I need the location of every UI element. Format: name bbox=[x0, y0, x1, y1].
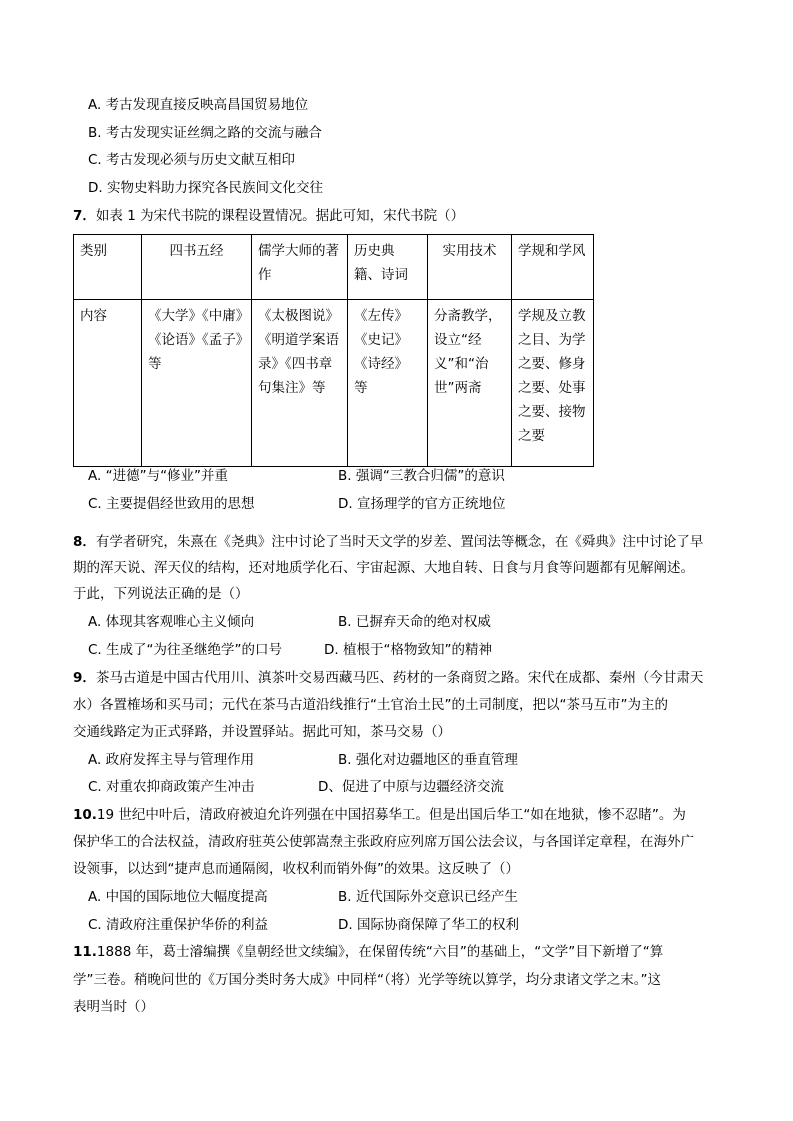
q7-option-a: A. “进德”与“修业”并重 bbox=[88, 468, 229, 484]
q8-number: 8． bbox=[73, 534, 96, 550]
q6-option-d: D. 实物史料助力探究各民族间文化交往 bbox=[88, 180, 323, 196]
table-header-cell: 实用技术 bbox=[428, 235, 512, 300]
table-cell: 《太极图说》《明道学案语录》《四书章句集注》等 bbox=[252, 300, 348, 467]
q8-option-b: B. 已摒弃天命的绝对权威 bbox=[338, 614, 491, 630]
course-table bbox=[73, 234, 594, 467]
q7-option-b: B. 强调“三教合归儒”的意识 bbox=[338, 468, 505, 484]
q7-option-c: C. 主要提倡经世致用的思想 bbox=[88, 496, 255, 512]
q10-stem-text: 19 世纪中叶后，清政府被迫允许列强在中国招募华工。但是出国后华工“如在地狱，惨不忍睹”。为 bbox=[96, 807, 686, 823]
q10-option-c: C. 清政府注重保护华侨的利益 bbox=[88, 917, 269, 933]
q9-option-d: D、促进了中原与边疆经济交流 bbox=[318, 779, 504, 795]
q8-option-c: C. 生成了“为往圣继绝学”的口号 bbox=[88, 642, 282, 658]
q8-stem-line-1 bbox=[73, 533, 703, 551]
q11-stem-line-1 bbox=[73, 943, 663, 961]
table-cell: 内容 bbox=[74, 300, 142, 467]
q10-stem-line-3: 设领事，以达到“捷声息而通隔阂，收权利而销外侮”的效果。这反映了（） bbox=[73, 861, 519, 877]
q7-stem bbox=[73, 207, 464, 225]
q7-option-d: D. 宣扬理学的官方正统地位 bbox=[338, 496, 506, 512]
q8-option-a: A. 体现其客观唯心主义倾向 bbox=[88, 614, 255, 630]
q10-option-d: D. 国际协商保障了华工的权利 bbox=[338, 917, 519, 933]
table-cell: 《左传》《史记》《诗经》等 bbox=[348, 300, 428, 467]
course-table-header-row bbox=[74, 235, 594, 300]
table-cell: 分斋教学，设立“经义”和“治世”两斋 bbox=[428, 300, 512, 467]
q11-stem-line-2: 学”三卷。稍晚问世的《万国分类时务大成》中同样“（将）光学等统以算学，均分隶诸文学之末。”这 bbox=[73, 972, 661, 988]
course-table-content-row bbox=[74, 300, 594, 467]
q9-option-b: B. 强化对边疆地区的垂直管理 bbox=[338, 752, 518, 768]
q8-stem-line-3: 于此，下列说法正确的是（） bbox=[73, 586, 249, 602]
q6-option-b: B. 考古发现实证丝绸之路的交流与融合 bbox=[88, 125, 322, 141]
table-cell: 《大学》《中庸》《论语》《孟子》等 bbox=[142, 300, 252, 467]
table-header-cell: 类别 bbox=[74, 235, 142, 300]
q8-stem-line-2: 期的浑天说、浑天仪的结构，还对地质学化石、宇宙起源、大地自转、日食与月食等问题都有见解阐述。 bbox=[73, 560, 694, 576]
q9-stem-line-3: 交通线路定为正式驿路，并设置驿站。据此可知，茶马交易（） bbox=[73, 724, 451, 740]
q9-option-a: A. 政府发挥主导与管理作用 bbox=[88, 752, 255, 768]
q6-option-c: C. 考古发现必须与历史文献互相印 bbox=[88, 152, 296, 168]
q9-option-c: C. 对重农抑商政策产生冲击 bbox=[88, 779, 255, 795]
q11-number: 11. bbox=[73, 944, 97, 960]
q8-stem-text: 有学者研究，朱熹在《尧典》注中讨论了当时天文学的岁差、置闰法等概念，在《舜典》注中讨论了早 bbox=[95, 534, 704, 550]
q9-stem-text: 茶马古道是中国古代用川、滇茶叶交易西藏马匹、药材的一条商贸之路。宋代在成都、秦州（今甘肃天 bbox=[95, 670, 704, 686]
q7-stem-text: 如表 1 为宋代书院的课程设置情况。据此可知，宋代书院（） bbox=[95, 208, 465, 224]
q9-stem-line-1 bbox=[73, 669, 703, 687]
q10-option-a: A. 中国的国际地位大幅度提高 bbox=[88, 889, 268, 905]
q7-number: 7． bbox=[73, 208, 96, 224]
q10-number: 10. bbox=[73, 807, 97, 823]
q10-option-b: B. 近代国际外交意识已经产生 bbox=[338, 889, 518, 905]
table-header-cell: 四书五经 bbox=[142, 235, 252, 300]
q9-number: 9． bbox=[73, 670, 96, 686]
table-header-cell: 学规和学风 bbox=[512, 235, 594, 300]
table-cell: 学规及立教之目、为学之要、修身之要、处事之要、接物之要 bbox=[512, 300, 594, 467]
q10-stem-line-1 bbox=[73, 806, 686, 824]
q11-stem-line-3: 表明当时（） bbox=[73, 999, 154, 1015]
q9-stem-line-2: 水）各置榷场和买马司；元代在茶马古道沿线推行“土官治土民”的土司制度，把以“茶马互市”为主的 bbox=[73, 697, 668, 713]
q10-stem-line-2: 保护华工的合法权益，清政府驻英公使郭嵩焘主张政府应列席万国公法会议，与各国详定章程，在海外广 bbox=[73, 834, 694, 850]
table-header-cell: 儒学大师的著作 bbox=[252, 235, 348, 300]
q6-option-a: A. 考古发现直接反映高昌国贸易地位 bbox=[88, 97, 309, 113]
q11-stem-text: 1888 年，葛士濬编撰《皇朝经世文续编》，在保留传统“六目”的基础上，“文学”目下新增了“算 bbox=[96, 944, 664, 960]
table-header-cell: 历史典籍、诗词 bbox=[348, 235, 428, 300]
q8-option-d: D. 植根于“格物致知”的精神 bbox=[324, 642, 492, 658]
